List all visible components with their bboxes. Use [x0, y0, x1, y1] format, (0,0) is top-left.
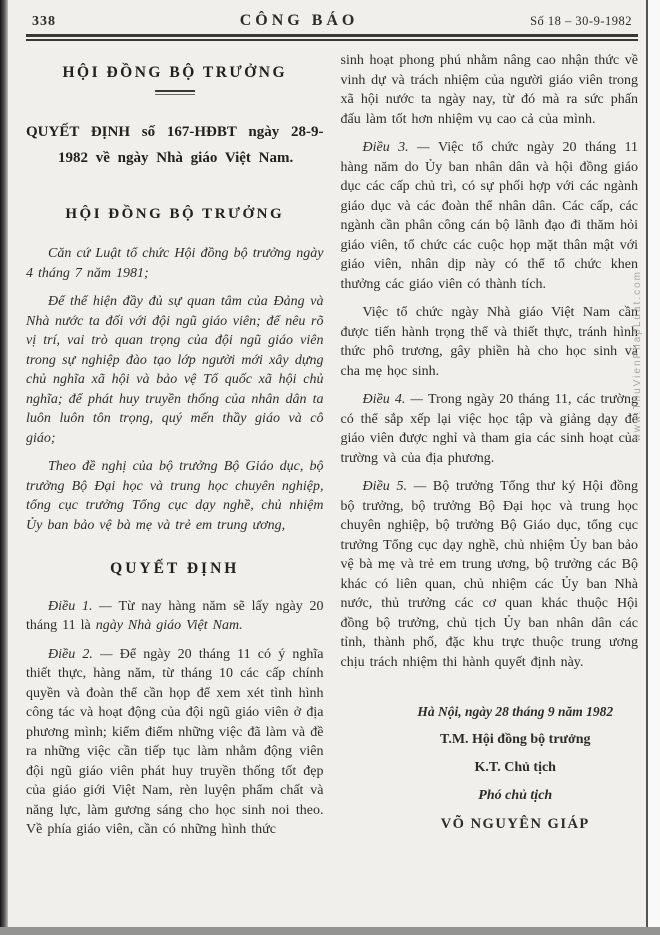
issue-number: Số 18 – 30-9-1982 [530, 14, 632, 28]
article-1-text: Từ nay hàng năm sẽ lấy ngày 20 tháng 11 là [26, 598, 324, 633]
signature-on-behalf: T.M. Hội đồng bộ trưởng [440, 732, 591, 747]
article-1-emphasis: ngày Nhà giáo Việt Nam. [90, 618, 243, 633]
signature-name: VÕ NGUYÊN GIÁP [440, 816, 590, 832]
scan-edge-left [0, 0, 8, 935]
preamble-paragraph: Để thể hiện đầy đủ sự quan tâm của Đảng và Nhà nước ta đối với đội ngũ giáo viên; để nêu rõ vị trí, vai trò quan trọng của đội ngũ giáo viên trong sự nghiệp đào tạo lớp người mới xây dựng chủ nghĩa xã hội và bảo vệ Tổ quốc xã hội chủ nghĩa; để phát huy truyền thống của nhân dân ta luôn luôn tôn trọng, quý mến thầy giáo và cô giáo; [26, 294, 324, 446]
scan-edge-right-line [646, 0, 648, 935]
article-2-continuation: sinh hoạt phong phú nhằm nâng cao nhận thức về vinh dự và trách nhiệm của người giáo viên trong xã hội nước ta ngày nay, từ đó mà ra sức phấn đấu làm tốt hơn nhiệm vụ cao cả của mình. [340, 53, 638, 127]
article-3-text: Việc tổ chức ngày 20 tháng 11 hàng năm do Ủy ban nhân dân và hội đồng giáo dục các cấp chủ trì, có sự phối hợp với các ngành giáo dục và các đoàn thể nhân dân. Các cấp, các ngành cần phân công cán bộ lãnh đạo đi thăm hỏi giáo viên, tổ chức các cuộc họp mặt thân mật với giáo viên, nhân dịp này có thể tổ chức khen thưởng các giáo viên có thành tích. [340, 140, 638, 292]
article-2 [26, 645, 324, 840]
issuing-body-heading-repeat: HỘI ĐỒNG BỘ TRƯỞNG [65, 205, 285, 222]
article-5-text: Bộ trưởng Tổng thư ký Hội đồng bộ trưởng, bộ trưởng Bộ Đại học và trung học chuyên nghiệp, bộ trưởng Bộ Giáo dục, tổng cục trưởng Tổng cục dạy nghề, chủ nhiệm Ủy ban bảo vệ bà mẹ và trẻ em trung ương, bộ trưởng các Bộ khác có liên quan, chủ nhiệm các Ủy ban Nhà nước, thủ trưởng các cơ quan khác thuộc Hội đồng bộ trưởng, chủ tịch Ủy ban nhân dân các tỉnh, thành phố, đặc khu trực thuộc trung ương chịu trách nhiệm thi hành quyết định này. [340, 479, 638, 670]
masthead [26, 8, 638, 32]
decision-heading: QUYẾT ĐỊNH [110, 560, 240, 577]
preamble-paragraph: Theo đề nghị của bộ trưởng Bộ Giáo dục, bộ trưởng Bộ Đại học và trung học chuyên nghiệp, tổng cục trưởng Tổng cục dạy nghề, chủ nhiệm Ủy ban bảo vệ bà mẹ và trẻ em trung ương, [26, 459, 324, 533]
article-1-number: Điều 1. — [48, 598, 119, 614]
scan-edge-right-strip [648, 0, 660, 935]
signature-place-date: Hà Nội, ngày 28 tháng 9 năm 1982 [417, 704, 614, 719]
article-3-number: Điều 3. — [362, 140, 439, 155]
article-2-text: Để ngày 20 tháng 11 có ý nghĩa thiết thực, hàng năm, từ tháng 10 các cấp chính quyền và đoàn thể cần họp để xem xét tình hình công tác và hoạt động của đội ngũ giáo viên ở địa phương mình; kiểm điểm những việc đã làm và đề ra những việc cần tiếp tục làm nhằm động viên đội ngũ giáo viên phát huy truyền thống tốt đẹp của giáo giới Việt Nam, rèn luyện phẩm chất và năng lực, làm gương sáng cho học sinh noi theo. Về phía giáo viên, cần có những hình thức [26, 646, 324, 837]
signature-block [341, 698, 639, 838]
page-number: 338 [32, 14, 56, 29]
gazette-page [26, 8, 638, 849]
two-column-body [26, 41, 638, 849]
heading-rule [155, 90, 195, 95]
article-4 [341, 390, 639, 468]
article-4-text: Trong ngày 20 tháng 11, các trường có thể sắp xếp lại việc học tập và giảng dạy để giáo viên được nghỉ và tham gia các sinh hoạt của trường và của địa phương. [340, 392, 638, 466]
left-column [26, 47, 324, 849]
masthead-rule [26, 34, 638, 41]
article-4-number: Điều 4. — [362, 392, 429, 407]
right-column [341, 47, 639, 849]
scan-edge-bottom [0, 927, 660, 935]
gazette-title: CÔNG BÁO [239, 12, 359, 29]
article-2-number: Điều 2. — [48, 646, 120, 662]
signature-title: Phó chủ tịch [478, 788, 553, 803]
article-3-paragraph-2: Việc tổ chức ngày Nhà giáo Việt Nam cần được tiến hành trọng thể và thiết thực, tránh hình thức phô trương, gây phiền hà cho học sinh và cha mẹ học sinh. [340, 305, 638, 379]
decision-title: QUYẾT ĐỊNH số 167-HĐBT ngày 28-9-1982 về ngày Nhà giáo Việt Nam. [26, 123, 324, 166]
article-3 [341, 138, 639, 294]
watermark: www.ThuVienPhapLuat.com [632, 270, 643, 442]
preamble-paragraph: Căn cứ Luật tổ chức Hội đồng bộ trưởng ngày 4 tháng 7 năm 1981; [26, 246, 324, 281]
article-1 [26, 597, 324, 636]
article-5 [341, 477, 639, 672]
article-5-number: Điều 5. — [362, 479, 433, 494]
signature-kt: K.T. Chủ tịch [474, 760, 556, 775]
issuing-body-heading: HỘI ĐỒNG BỘ TRƯỞNG [62, 64, 288, 81]
